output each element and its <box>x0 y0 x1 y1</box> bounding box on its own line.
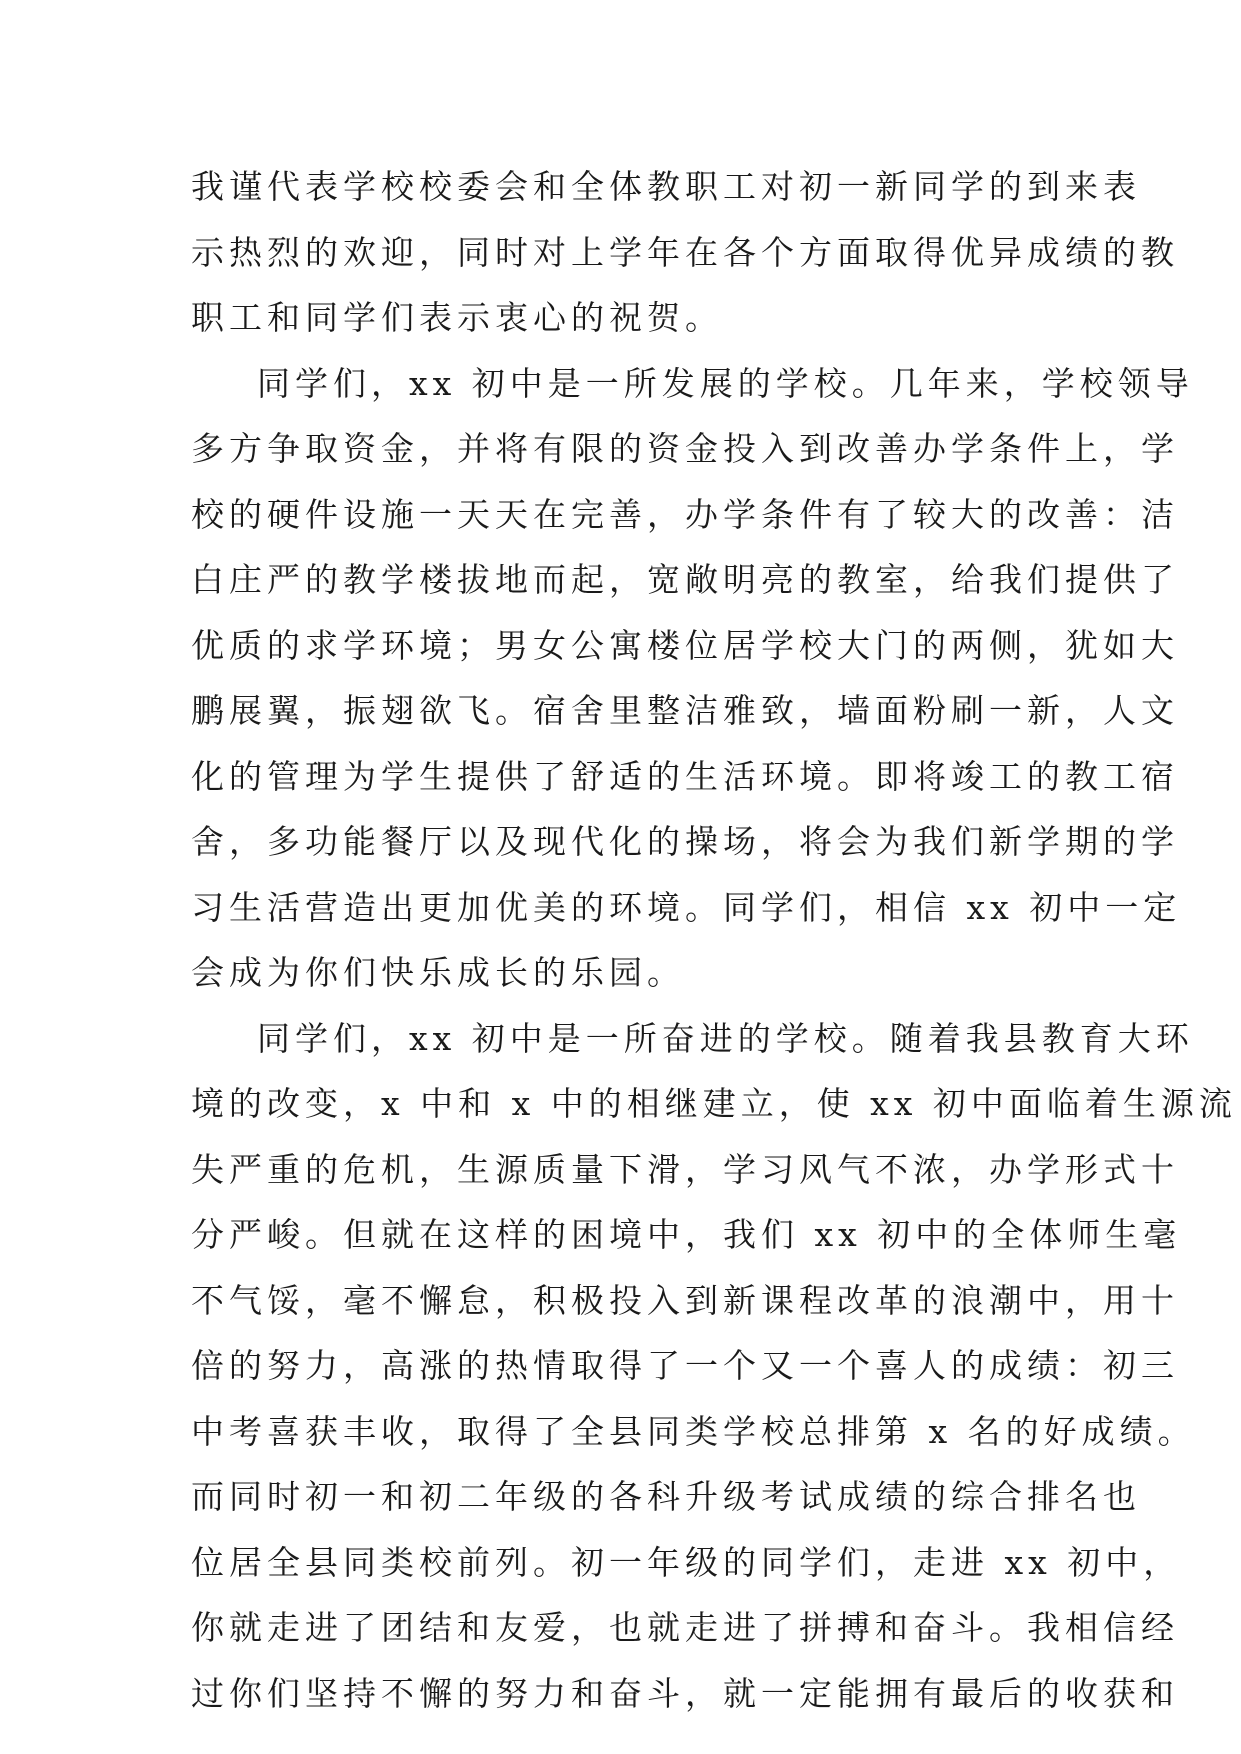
paragraph <box>191 1006 1237 1727</box>
document-body <box>191 154 1237 1726</box>
text-line: 失严重的危机，生源质量下滑，学习风气不浓，办学形式十 <box>191 1149 1179 1189</box>
text-line: 会成为你们快乐成长的乐园。 <box>191 953 685 992</box>
text-line: 你就走进了团结和友爱，也就走进了拼搏和奋斗。我相信经 <box>191 1608 1179 1647</box>
text-line: 优质的求学环境；男女公寓楼位居学校大门的两侧，犹如大 <box>191 625 1179 665</box>
text-line: 我谨代表学校校委会和全体教职工对初一新同学的到来表 <box>191 167 1141 206</box>
text-line: 而同时初一和初二年级的各科升级考试成绩的综合排名也 <box>191 1477 1141 1516</box>
text-line: 白庄严的教学楼拔地而起，宽敞明亮的教室，给我们提供了 <box>191 560 1179 599</box>
text-line: 校的硬件设施一天天在完善，办学条件有了较大的改善：洁 <box>191 494 1179 534</box>
text-line: 习生活营造出更加优美的环境。同学们，相信 xx 初中一定 <box>191 887 1182 927</box>
text-line: 位居全县同类校前列。初一年级的同学们，走进 xx 初中， <box>191 1542 1182 1582</box>
text-line: 境的改变，x 中和 x 中的相继建立，使 xx 初中面临着生源流 <box>191 1084 1237 1123</box>
text-line: 鹏展翼，振翅欲飞。宿舍里整洁雅致，墙面粉刷一新，人文 <box>191 691 1179 730</box>
text-line: 职工和同学们表示衷心的祝贺。 <box>191 298 723 337</box>
text-line: 中考喜获丰收，取得了全县同类学校总排第 x 名的好成绩。 <box>191 1411 1196 1451</box>
text-line: 同学们，xx 初中是一所奋进的学校。随着我县教育大环 <box>257 1018 1194 1058</box>
text-line: 过你们坚持不懈的努力和奋斗，就一定能拥有最后的收获和 <box>191 1673 1179 1713</box>
paragraph <box>191 154 1179 351</box>
text-line: 化的管理为学生提供了舒适的生活环境。即将竣工的教工宿 <box>191 756 1179 796</box>
text-line: 多方争取资金，并将有限的资金投入到改善办学条件上，学 <box>191 429 1179 468</box>
text-line: 不气馁，毫不懈怠，积极投入到新课程改革的浪潮中，用十 <box>191 1280 1179 1320</box>
text-line: 舍，多功能餐厅以及现代化的操场，将会为我们新学期的学 <box>191 822 1179 861</box>
text-line: 分严峻。但就在这样的困境中，我们 xx 初中的全体师生毫 <box>191 1215 1182 1254</box>
text-line: 倍的努力，高涨的热情取得了一个又一个喜人的成绩：初三 <box>191 1346 1179 1385</box>
text-line: 同学们，xx 初中是一所发展的学校。几年来，学校领导 <box>257 363 1194 403</box>
text-line: 示热烈的欢迎，同时对上学年在各个方面取得优异成绩的教 <box>191 232 1179 272</box>
paragraph <box>191 351 1194 1006</box>
